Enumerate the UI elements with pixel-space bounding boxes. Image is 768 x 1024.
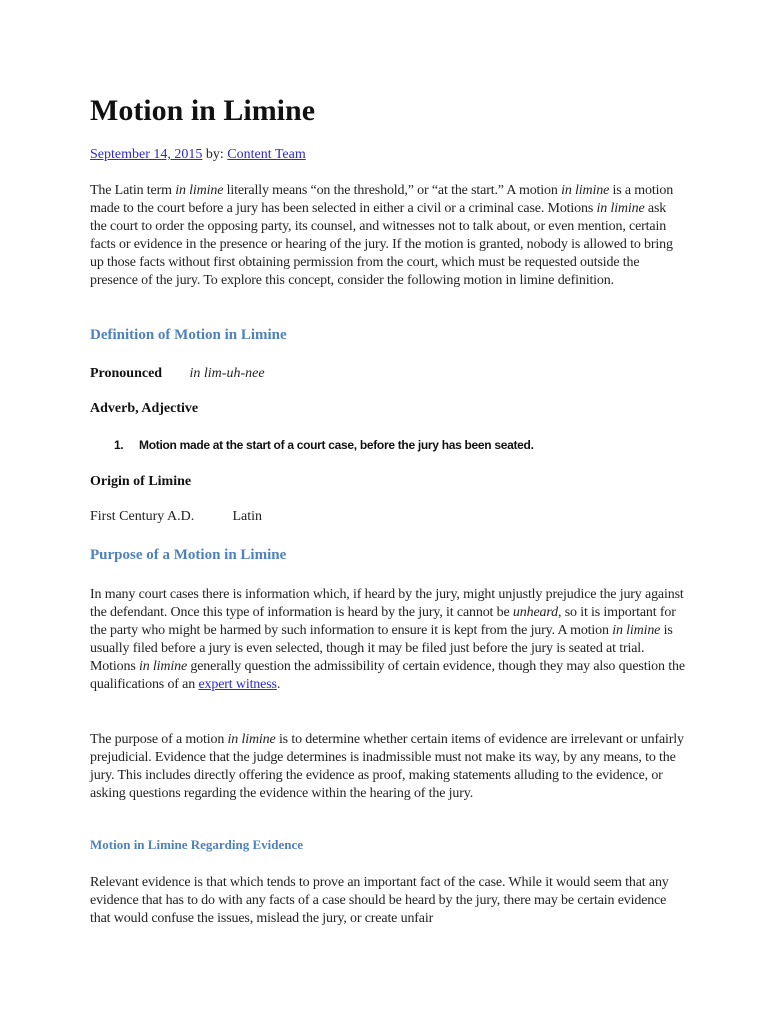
purpose-paragraph-2: [90, 731, 685, 803]
text-run: .: [276, 677, 281, 692]
purpose-paragraph-1: [90, 586, 685, 694]
text-run: is to determine whether certain items of evidence are irrelevant or unfairly prejudicial. Evidence that the judge determines is inadmissible must not make its way, by any means, to the jury. This includes directly offering the evidence as proof, making statements alluding to the evidence, or asking questions regarding the evidence within the hearing of the jury.: [90, 732, 684, 801]
intro-paragraph: [90, 182, 685, 290]
italic-term: in limine: [227, 732, 276, 747]
origin-language: Latin: [232, 509, 263, 524]
text-run: is usually filed before a jury is even selected, though it may be filed just before the jury is seated at trial. Motions: [90, 623, 673, 674]
text-run: The purpose of a motion: [90, 732, 228, 747]
part-of-speech: Adverb, Adjective: [90, 401, 199, 416]
italic-term: in limine: [138, 659, 188, 674]
evidence-paragraph-1: [90, 874, 685, 928]
text-run: literally means “on the threshold,” or “at the start.” A motion: [223, 183, 562, 198]
list-text: Motion made at the start of a court case, before the jury has been seated.: [139, 438, 534, 452]
date-link[interactable]: September 14, 2015: [90, 147, 203, 162]
origin-value: [90, 509, 685, 525]
italic-term: in limine: [561, 183, 610, 198]
origin-era: First Century A.D.: [90, 509, 195, 524]
expert-witness-link[interactable]: expert witness: [198, 677, 277, 692]
definition-list-item: [114, 438, 709, 452]
text-run: , so it is important for the party who might be harmed by such information to ensure it is kept from the jury. A motion: [90, 605, 676, 638]
text-run: is a motion made to the court before a jury has been selected in either a civil or a criminal case. Motions: [90, 183, 674, 216]
evidence-heading: Motion in Limine Regarding Evidence: [90, 837, 304, 852]
text-run: In many court cases there is information which, if heard by the jury, might unjustly prejudice the jury against the defendant. Once this type of information is heard by the jury, it cannot be: [90, 587, 684, 620]
page-title: Motion in Limine: [90, 94, 316, 127]
pronunciation: [90, 366, 685, 382]
by-label: by:: [205, 147, 224, 162]
byline: [90, 147, 685, 163]
italic-term: in limine: [596, 201, 645, 216]
pronounced-label: Pronounced: [90, 366, 163, 381]
author-link[interactable]: Content Team: [227, 147, 306, 162]
italic-term: unheard: [512, 605, 559, 620]
origin-label: Origin of Limine: [90, 474, 192, 489]
italic-term: in limine: [175, 183, 224, 198]
text-run: Relevant evidence is that which tends to prove an important fact of the case. While it would seem that any evidence that has to do with any facts of a case should be heard by the jury, there may be certain evidence that would confuse the issues, mislead the jury, or create unfair: [90, 875, 669, 926]
definition-heading: Definition of Motion in Limine: [90, 327, 287, 343]
list-number: 1.: [114, 438, 124, 452]
pronounced-value: in lim-uh-nee: [189, 366, 265, 381]
text-run: ask the court to order the opposing party, its counsel, and witnesses not to talk about, or even mention, certain facts or evidence in the presence or hearing of the jury. If the motion is granted, nobody is allowed to bring up those facts without first obtaining permission from the court, which must be requested outside the presence of the jury. To explore this concept, consider the following motion in limine definition.: [90, 201, 673, 288]
purpose-heading: Purpose of a Motion in Limine: [90, 547, 287, 563]
italic-term: in limine: [612, 623, 661, 638]
text-run: The Latin term: [90, 183, 176, 198]
text-run: generally question the admissibility of certain evidence, though they may also question the qualifications of an: [90, 659, 685, 692]
